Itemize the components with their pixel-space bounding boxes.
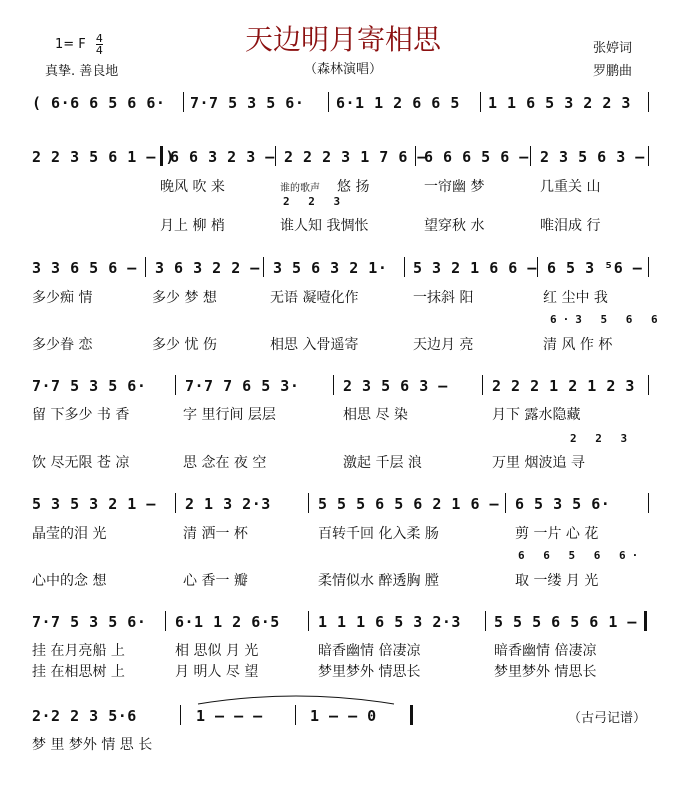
barline — [333, 375, 334, 395]
lyric-line: 相 思似 月 光 — [175, 643, 259, 659]
lyric-line: 梦里梦外 情思长 — [494, 664, 597, 680]
barline — [530, 146, 531, 166]
measure: 1 1 1 6 5 3 2·3 — [318, 613, 461, 631]
measure: 6 6 6 5 6 – — [424, 148, 529, 166]
barline — [263, 257, 264, 277]
barline — [275, 146, 276, 166]
measure: 5 3 2 1 6 6 – — [413, 259, 537, 277]
lyric-line: 清 风 作 杯 — [543, 337, 613, 353]
measure: 7·7 5 3 5 6· — [32, 377, 147, 395]
lyric-line: 挂 在月亮船 上 — [32, 643, 125, 659]
lyric-line: 几重关 山 — [540, 179, 601, 195]
barline — [648, 257, 649, 277]
measure: 6 5 3 5 6· — [515, 495, 611, 513]
barline — [485, 611, 486, 631]
time-top: 4 — [95, 32, 103, 45]
barline — [308, 493, 309, 513]
lyric-line: 多少 梦 想 — [152, 290, 217, 306]
barline — [180, 705, 181, 725]
lyric-line: 多少眷 恋 — [32, 337, 93, 353]
measure: 3 6 3 2 2 – — [155, 259, 260, 277]
lyric-small: 谁的歌声 — [280, 183, 320, 194]
lyric-line: 月下 露水隐藏 — [492, 407, 581, 423]
barline — [482, 375, 483, 395]
lyric-line: 谁人知 我惆怅 — [280, 218, 369, 234]
lyric-line: 饮 尽无限 苍 凉 — [32, 455, 130, 471]
lyric-line: 梦里梦外 情思长 — [318, 664, 421, 680]
lyric-line: 相思 入骨遥寄 — [270, 337, 359, 353]
lyric-line: 梦 里 梦外 情 思 长 — [32, 737, 153, 753]
barline — [165, 611, 166, 631]
barline — [175, 493, 176, 513]
tie-arc — [196, 692, 396, 706]
final-barline — [410, 705, 413, 725]
lyricist: 张婷词 — [593, 41, 633, 56]
measure: 6·1 1 2 6·5 — [175, 613, 280, 631]
lyric-line: 柔情似水 醉透胸 膛 — [318, 573, 439, 589]
measure: 5 3 5 3 2 1 – — [32, 495, 156, 513]
measure: 5 5 5 6 5 6 1 – — [494, 613, 637, 631]
lyric-line: 万里 烟波追 寻 — [492, 455, 585, 471]
barline — [404, 257, 405, 277]
transcriber-note: （古弓记谱） — [568, 711, 647, 726]
measure: ( 6·6 6 5 6 6· — [32, 94, 166, 112]
lyric-line: 月上 柳 梢 — [160, 218, 225, 234]
measure: 6·1 1 2 6 6 5 — [336, 94, 460, 112]
lyric-line: 月 明人 尽 望 — [175, 664, 259, 680]
barline — [175, 375, 176, 395]
lyric-line: 剪 一片 心 花 — [515, 526, 599, 542]
lyric-line: 暗香幽情 倍凄凉 — [318, 643, 421, 659]
barline — [537, 257, 538, 277]
measure: 1 1 6 5 3 2 2 3 — [488, 94, 631, 112]
time-bottom: 4 — [95, 44, 103, 57]
barline — [145, 257, 146, 277]
lyric-line: 一抹斜 阳 — [413, 290, 474, 306]
lyric-line: 清 洒一 杯 — [183, 526, 248, 542]
barline — [648, 375, 649, 395]
measure: 5 5 5 6 5 6 2 1 6 – — [318, 495, 500, 513]
lyric-line: 晶莹的泪 光 — [32, 526, 107, 542]
lyric-line: 晚风 吹 来 — [160, 179, 225, 195]
measure: 2 2 2 1 2 1 2 3 — [492, 377, 635, 395]
singer-subtitle: （森林演唱） — [303, 62, 382, 77]
lyric-line: 望穿秋 水 — [424, 218, 485, 234]
measure: 2 1 3 2·3 — [185, 495, 271, 513]
composer: 罗鹏曲 — [593, 64, 633, 79]
cue-notes: 2 2 3 — [283, 195, 347, 208]
barline — [328, 92, 329, 112]
cue-notes: 6·3 5 6 6 — [550, 313, 664, 326]
measure: 1 – – 0 — [310, 707, 377, 725]
barline — [308, 611, 309, 631]
song-title: 天边明月寄相思 — [244, 23, 441, 56]
measure: 7·7 5 3 5 6· — [32, 613, 147, 631]
measure: 3 5 6 3 2 1· — [273, 259, 388, 277]
barline — [480, 92, 481, 112]
barline — [648, 493, 649, 513]
cue-notes: 6 6 5 6 6· — [518, 549, 645, 562]
lyric-line: 激起 千层 浪 — [343, 455, 422, 471]
tempo-marking: 真挚. 善良地 — [45, 64, 119, 79]
lyric-line: 心 香一 瓣 — [183, 573, 248, 589]
barline — [648, 146, 649, 166]
measure: 2 3 5 6 3 – — [343, 377, 448, 395]
lyric-line: 思 念在 夜 空 — [183, 455, 267, 471]
barline — [183, 92, 184, 112]
lyric-line: 无语 凝噎化作 — [270, 290, 359, 306]
lyric-line: 字 里行间 层层 — [183, 407, 276, 423]
key-signature — [55, 33, 103, 56]
lyric-line: 天边月 亮 — [413, 337, 474, 353]
lyric-line: 留 下多少 书 香 — [32, 407, 130, 423]
lyric-line: 挂 在相思树 上 — [32, 664, 125, 680]
lyric-line: 百转千回 化入柔 肠 — [318, 526, 439, 542]
lyric-line: 心中的念 想 — [32, 573, 107, 589]
cue-notes: 2 2 3 — [570, 432, 634, 445]
barline — [295, 705, 296, 725]
measure: 2 2 3 5 6 1 – ) — [32, 148, 175, 166]
measure: 6 6 3 2 3 – — [170, 148, 275, 166]
time-signature — [96, 33, 103, 56]
repeat-end-barline — [644, 611, 647, 631]
measure: 2·2 2 3 5·6 — [32, 707, 137, 725]
barline — [505, 493, 506, 513]
key-text: 1= F — [55, 37, 86, 52]
lyric-line: 红 尘中 我 — [543, 290, 608, 306]
measure: 6 5 3 ⁵6 – — [547, 259, 643, 277]
measure: 1 – – – — [196, 707, 263, 725]
barline — [648, 92, 649, 112]
measure: 3 3 6 5 6 – — [32, 259, 137, 277]
lyric-line: 悠 扬 — [337, 179, 370, 195]
lyric-line: 一帘幽 梦 — [424, 179, 485, 195]
lyric-line: 多少痴 情 — [32, 290, 93, 306]
measure: 7·7 5 3 5 6· — [190, 94, 305, 112]
measure: 7·7 7 6 5 3· — [185, 377, 300, 395]
lyric-line: 相思 尽 染 — [343, 407, 408, 423]
lyric-line: 取 一缕 月 光 — [515, 573, 599, 589]
barline — [415, 146, 416, 166]
lyric-line: 暗香幽情 倍凄凉 — [494, 643, 597, 659]
measure: 2 3 5 6 3 – — [540, 148, 645, 166]
lyric-line: 唯泪成 行 — [540, 218, 601, 234]
lyric-line: 多少 忧 伤 — [152, 337, 217, 353]
barline — [160, 146, 163, 166]
measure: 2 2 2 3 1 7 6 – — [284, 148, 427, 166]
